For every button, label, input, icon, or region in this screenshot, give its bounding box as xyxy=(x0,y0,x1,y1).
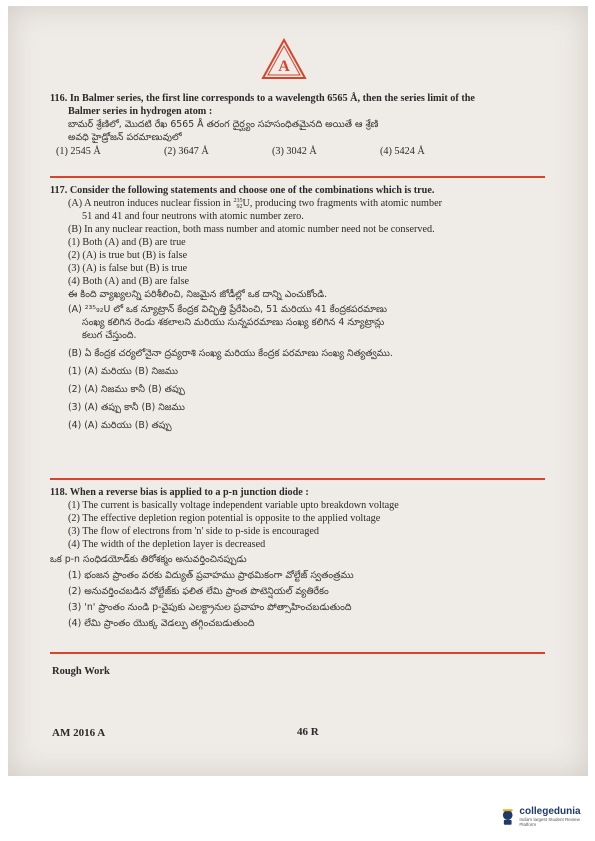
option-3: (3) 3042 Å xyxy=(272,146,317,157)
option-3-en: (3) (A) is false but (B) is true xyxy=(68,263,188,274)
question-stem-en: When a reverse bias is applied to a p-n junction diode : xyxy=(69,487,309,498)
brand-logo-icon xyxy=(500,808,515,826)
option-4-en: (4) Both (A) and (B) are false xyxy=(68,276,190,287)
option-4-en: (4) The width of the depletion layer is decreased xyxy=(68,539,266,550)
option-1: (1) 2545 Å xyxy=(56,146,101,157)
paper-set-badge xyxy=(261,38,307,80)
divider xyxy=(50,652,545,654)
isotope-notation: 235 92 xyxy=(233,197,243,210)
option-2-en: (2) (A) is true but (B) is false xyxy=(68,250,188,261)
statement-a-te-cont2: కలుగ చేస్తుంది. xyxy=(82,330,137,341)
page-number: 46 R xyxy=(297,726,319,738)
question-stem-te: బామర్ శ్రేణిలో, మొదటి రేఖ 6565 Å తరంగ దైర్ఘ్యం సహసంధితమైనది అయితే ఆ శ్రేణి xyxy=(68,119,379,130)
question-stem-en: In Balmer series, the first line corresponds to a wavelength 6565 Å, then the series limit of the xyxy=(69,93,475,104)
option-3-te: (3) 'n' ప్రాంతం నుండి p-వైపుకు ఎలక్ట్రానుల ప్రవాహం పోత్సాహించబడుతుంది xyxy=(68,602,352,613)
question-118 xyxy=(50,486,550,630)
option-1-en: (1) The current is basically voltage independent variable upto breakdown voltage xyxy=(68,500,399,511)
option-1-te: (1) (A) మరియు (B) నిజము xyxy=(68,366,179,377)
statement-b-en: (B) In any nuclear reaction, both mass number and atomic number need not be conserved. xyxy=(68,224,435,235)
option-4: (4) 5424 Å xyxy=(380,146,425,157)
statement-a-en-cont: 51 and 41 and four neutrons with atomic number zero. xyxy=(82,211,304,222)
brand-name: collegedunia xyxy=(519,806,581,817)
question-number: 116. xyxy=(50,93,68,104)
question-stem-te: ఈ కింది వ్యాఖ్యలన్ని పరిశీలించి, నిజమైన జోడీల్లో ఒక దాన్ని ఎంచుకోండి. xyxy=(68,289,328,300)
option-2-en: (2) The effective depletion region potential is opposite to the applied voltage xyxy=(68,513,381,524)
statement-b-te: (B) ఏ కేంద్రక చర్యలోనైనా ద్రవ్యరాశి సంఖ్య మరియు కేంద్రక పరమాణు సంఖ్య నిత్యత్వము. xyxy=(68,348,393,359)
badge-letter: A xyxy=(278,58,290,75)
option-1-te: (1) భంజన ప్రాంతం వరకు విద్యుత్ ప్రవాహము ప్రాథమికంగా వోల్టేజ్ స్వతంత్రము xyxy=(68,570,354,581)
footer-code: AM 2016 A xyxy=(52,727,106,739)
brand-tagline: India's largest Student Review Platform xyxy=(519,817,580,827)
option-4-te: (4) (A) మరియు (B) తప్పు xyxy=(68,420,172,431)
question-number: 117. xyxy=(50,185,68,196)
question-number: 118. xyxy=(50,487,68,498)
option-2: (2) 3647 Å xyxy=(164,146,209,157)
option-1-en: (1) Both (A) and (B) are true xyxy=(68,237,186,248)
question-stem-te: ఒక p-n సంధిడయోడ్‌కు తిరోశక్మం అనువర్తించినప్పుడు xyxy=(50,554,247,565)
option-3-te: (3) (A) తప్పు కానీ (B) నిజము xyxy=(68,402,185,413)
options-row xyxy=(50,145,550,158)
statement-a-en: (A) A neutron induces nuclear fission in 235 92 U, producing two fragments with atomic number xyxy=(68,197,442,210)
statement-a-te: (A) ²³⁵₉₂U లో ఒక న్యూట్రాన్ కేంద్రక విచ్ఛిత్తి ప్రేరేపించి, 51 మరియు 41 కేంద్రకపరమాణు xyxy=(68,304,388,315)
option-3-en: (3) The flow of electrons from 'n' side to p-side is encouraged xyxy=(68,526,320,537)
option-2-te: (2) అనువర్తించబడిన వోల్టేజ్‌కు ఫలిత లేమి ప్రాంత పొటెన్షియల్ వ్యతిరేకం xyxy=(68,586,329,597)
question-116 xyxy=(50,92,550,158)
question-stem-te-cont: అవధి హైడ్రోజన్ పరమాణువులో xyxy=(68,132,182,143)
question-117 xyxy=(50,184,550,432)
option-2-te: (2) (A) నిజము కానీ (B) తప్పు xyxy=(68,384,185,395)
rough-work-label: Rough Work xyxy=(52,666,110,677)
option-4-te: (4) లేమి ప్రాంతం యొక్క వెడల్పు తగ్గించబడుతుంది xyxy=(68,618,255,629)
question-stem-en: Consider the following statements and choose one of the combinations which is true. xyxy=(69,185,435,196)
statement-a-te-cont: సంఖ్య కలిగిన రెండు శకలాలని మరియు సున్నపరమాణు సంఖ్య కలిగిన 4 న్యూట్రాన్లు xyxy=(82,317,385,328)
divider xyxy=(50,478,545,480)
brand-watermark xyxy=(500,806,595,827)
question-stem-en-cont: Balmer series in hydrogen atom : xyxy=(68,106,213,117)
divider xyxy=(50,176,545,178)
